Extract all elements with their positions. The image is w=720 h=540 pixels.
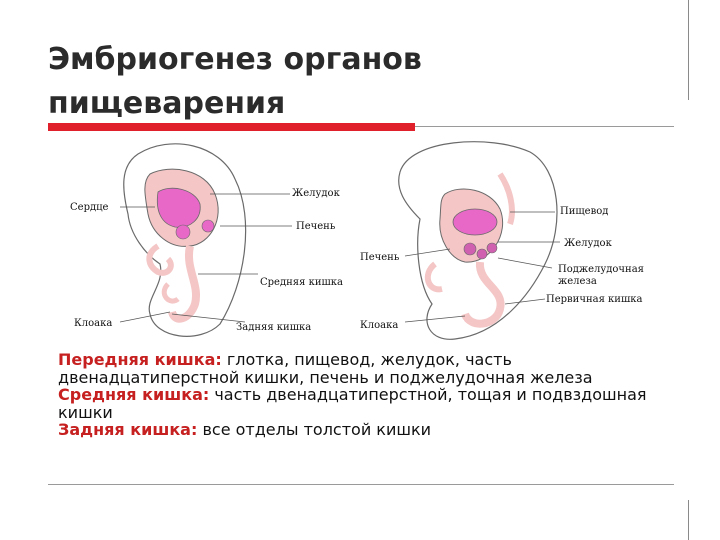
foregut-term: Передняя кишка:: [58, 350, 222, 369]
title-line-1: Эмбриогенез органов: [48, 42, 422, 77]
midgut-term: Средняя кишка:: [58, 385, 210, 404]
foregut-item: [58, 351, 668, 386]
label-liver-left: Печень: [296, 221, 336, 232]
bottom-divider: [48, 484, 674, 485]
label-midgut: Средняя кишка: [260, 277, 344, 288]
label-hindgut: Задняя кишка: [236, 322, 312, 333]
label-pancreas-2: железа: [558, 276, 597, 287]
label-primary-gut: Первичная кишка: [546, 294, 643, 305]
label-heart: Сердце: [70, 202, 109, 213]
right-embryo: [399, 142, 557, 340]
description-text: [58, 351, 668, 439]
hindgut-term: Задняя кишка:: [58, 420, 198, 439]
label-stomach-right: Желудок: [564, 238, 612, 249]
frame-line-top: [688, 0, 689, 100]
label-cloaca-right: Клоака: [360, 320, 399, 331]
label-stomach-left: Желудок: [292, 188, 340, 199]
embryo-diagram: [60, 134, 670, 344]
label-cloaca-left: Клоака: [74, 318, 113, 329]
title-line-2: пищеварения: [48, 86, 286, 121]
label-liver-right: Печень: [360, 252, 400, 263]
hindgut-item: [58, 421, 668, 439]
label-esophagus: Пищевод: [560, 206, 609, 217]
midgut-item: [58, 386, 668, 421]
hindgut-text: все отделы толстой кишки: [197, 420, 432, 439]
label-pancreas-1: Поджелудочная: [558, 264, 644, 275]
slide-title: [48, 38, 648, 126]
left-embryo: [124, 144, 246, 337]
midgut-text: часть двенадцатиперстной, тощая и подвздошная кишки: [58, 385, 647, 422]
frame-line-bottom: [688, 500, 689, 540]
title-accent-bar: [48, 123, 415, 131]
foregut-text: глотка, пищевод, желудок, часть двенадцатиперстной кишки, печень и поджелудочная железа: [58, 350, 593, 387]
